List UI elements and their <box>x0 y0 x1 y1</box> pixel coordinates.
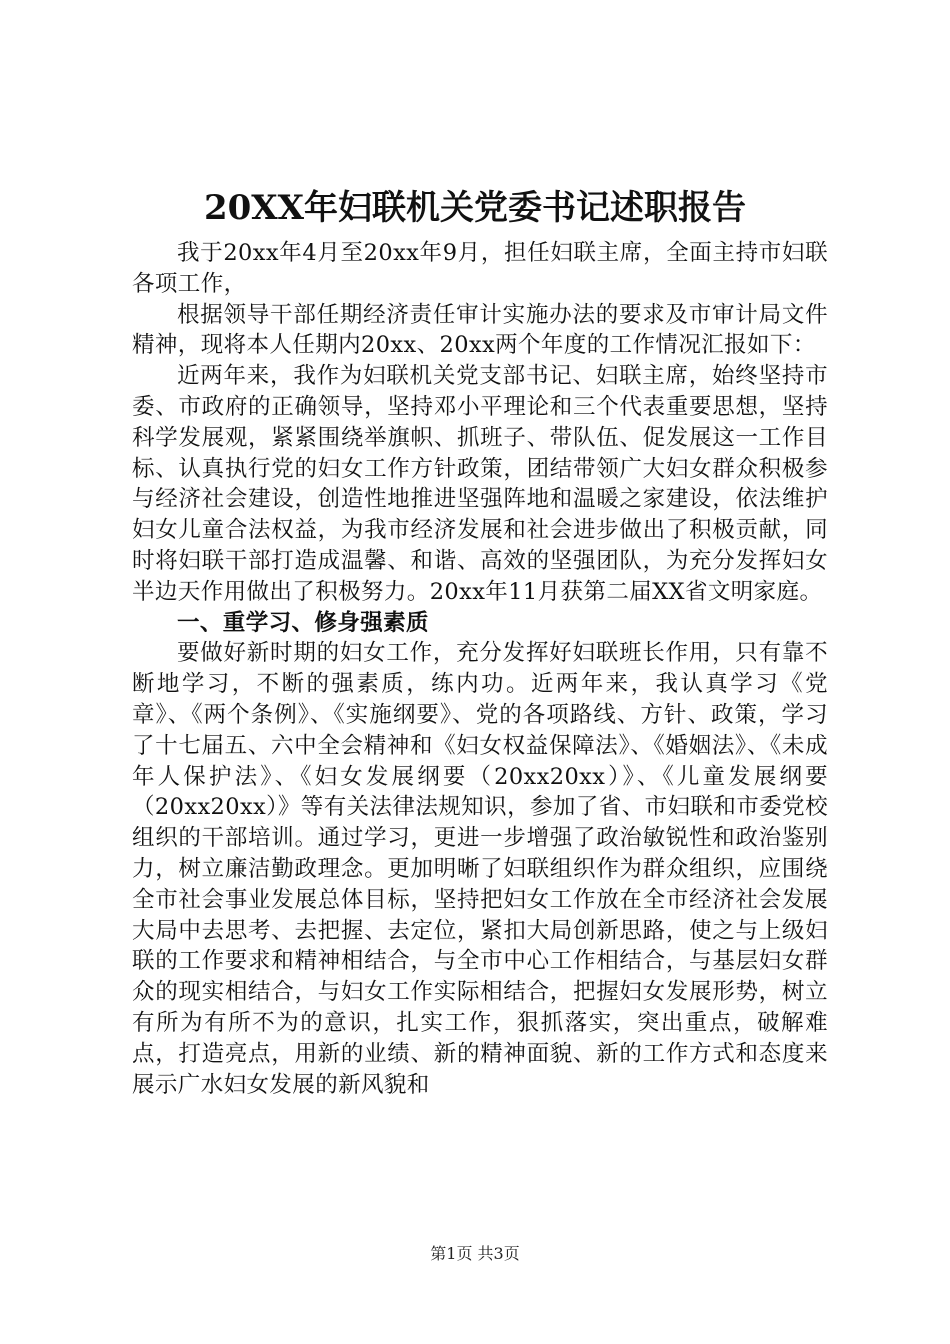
document-title: 20XX年妇联机关党委书记述职报告 <box>203 188 747 228</box>
paragraph-basis: 根据领导干部任期经济责任审计实施办法的要求及市审计局文件精神，现将本人任期内20xx、20xx两个年度的工作情况汇报如下： <box>132 301 828 359</box>
page-footer: 第1页 共3页 <box>430 1244 520 1263</box>
paragraph-intro: 我于20xx年4月至20xx年9月，担任妇联主席，全面主持市妇联各项工作， <box>132 240 828 297</box>
section-heading: 一、重学习、修身强素质 <box>177 609 429 636</box>
paragraph-summary: 近两年来，我作为妇联机关党支部书记、妇联主席，始终坚持市委、市政府的正确领导，坚持邓小平理论和三个代表重要思想，坚持科学发展观，紧紧围绕举旗帜、抓班子、带队伍、促发展这一工作目标、认真执行党的妇女工作方针政策，团结带领广大妇女群众积极参与经济社会建设，创造性地推进坚强阵地和温暖之家建设，依法维护妇女儿童合法权益，为我市经济发展和社会进步做出了积极贡献，同时将妇联干部打造成温馨、和谐、高效的坚强团队，为充分发挥妇女半边天作用做出了积极努力。20xx年11月获第二届XX省文明家庭。 <box>132 363 828 605</box>
document-body <box>132 238 828 1100</box>
paragraph-section-body: 要做好新时期的妇女工作，充分发挥好妇联班长作用，只有靠不断地学习，不断的强素质，练内功。近两年来，我认真学习《党章》、《两个条例》、《实施纲要》、党的各项路线、方针、政策，学习了十七届五、六中全会精神和《妇女权益保障法》、《婚姻法》、《未成年人保护法》、《妇女发展纲要（20xx20xx）》、《儿童发展纲要（20xx20xx）》等有关法律法规知识，参加了省、市妇联和市委党校组织的干部培训。通过学习，更进一步增强了政治敏锐性和政治鉴别力，树立廉洁勤政理念。更加明晰了妇联组织作为群众组织，应围绕全市社会事业发展总体目标，坚持把妇女工作放在全市经济社会发展大局中去思考、去把握、去定位，紧扣大局创新思路，使之与上级妇联的工作要求和精神相结合，与全市中心工作相结合，与基层妇女群众的现实相结合，与妇女工作实际相结合，把握妇女发展形势，树立有所为有所不为的意识，扎实工作，狠抓落实，突出重点，破解难点，打造亮点，用新的业绩、新的精神面貌、新的工作方式和态度来展示广水妇女发展的新风貌和 <box>132 640 828 1098</box>
